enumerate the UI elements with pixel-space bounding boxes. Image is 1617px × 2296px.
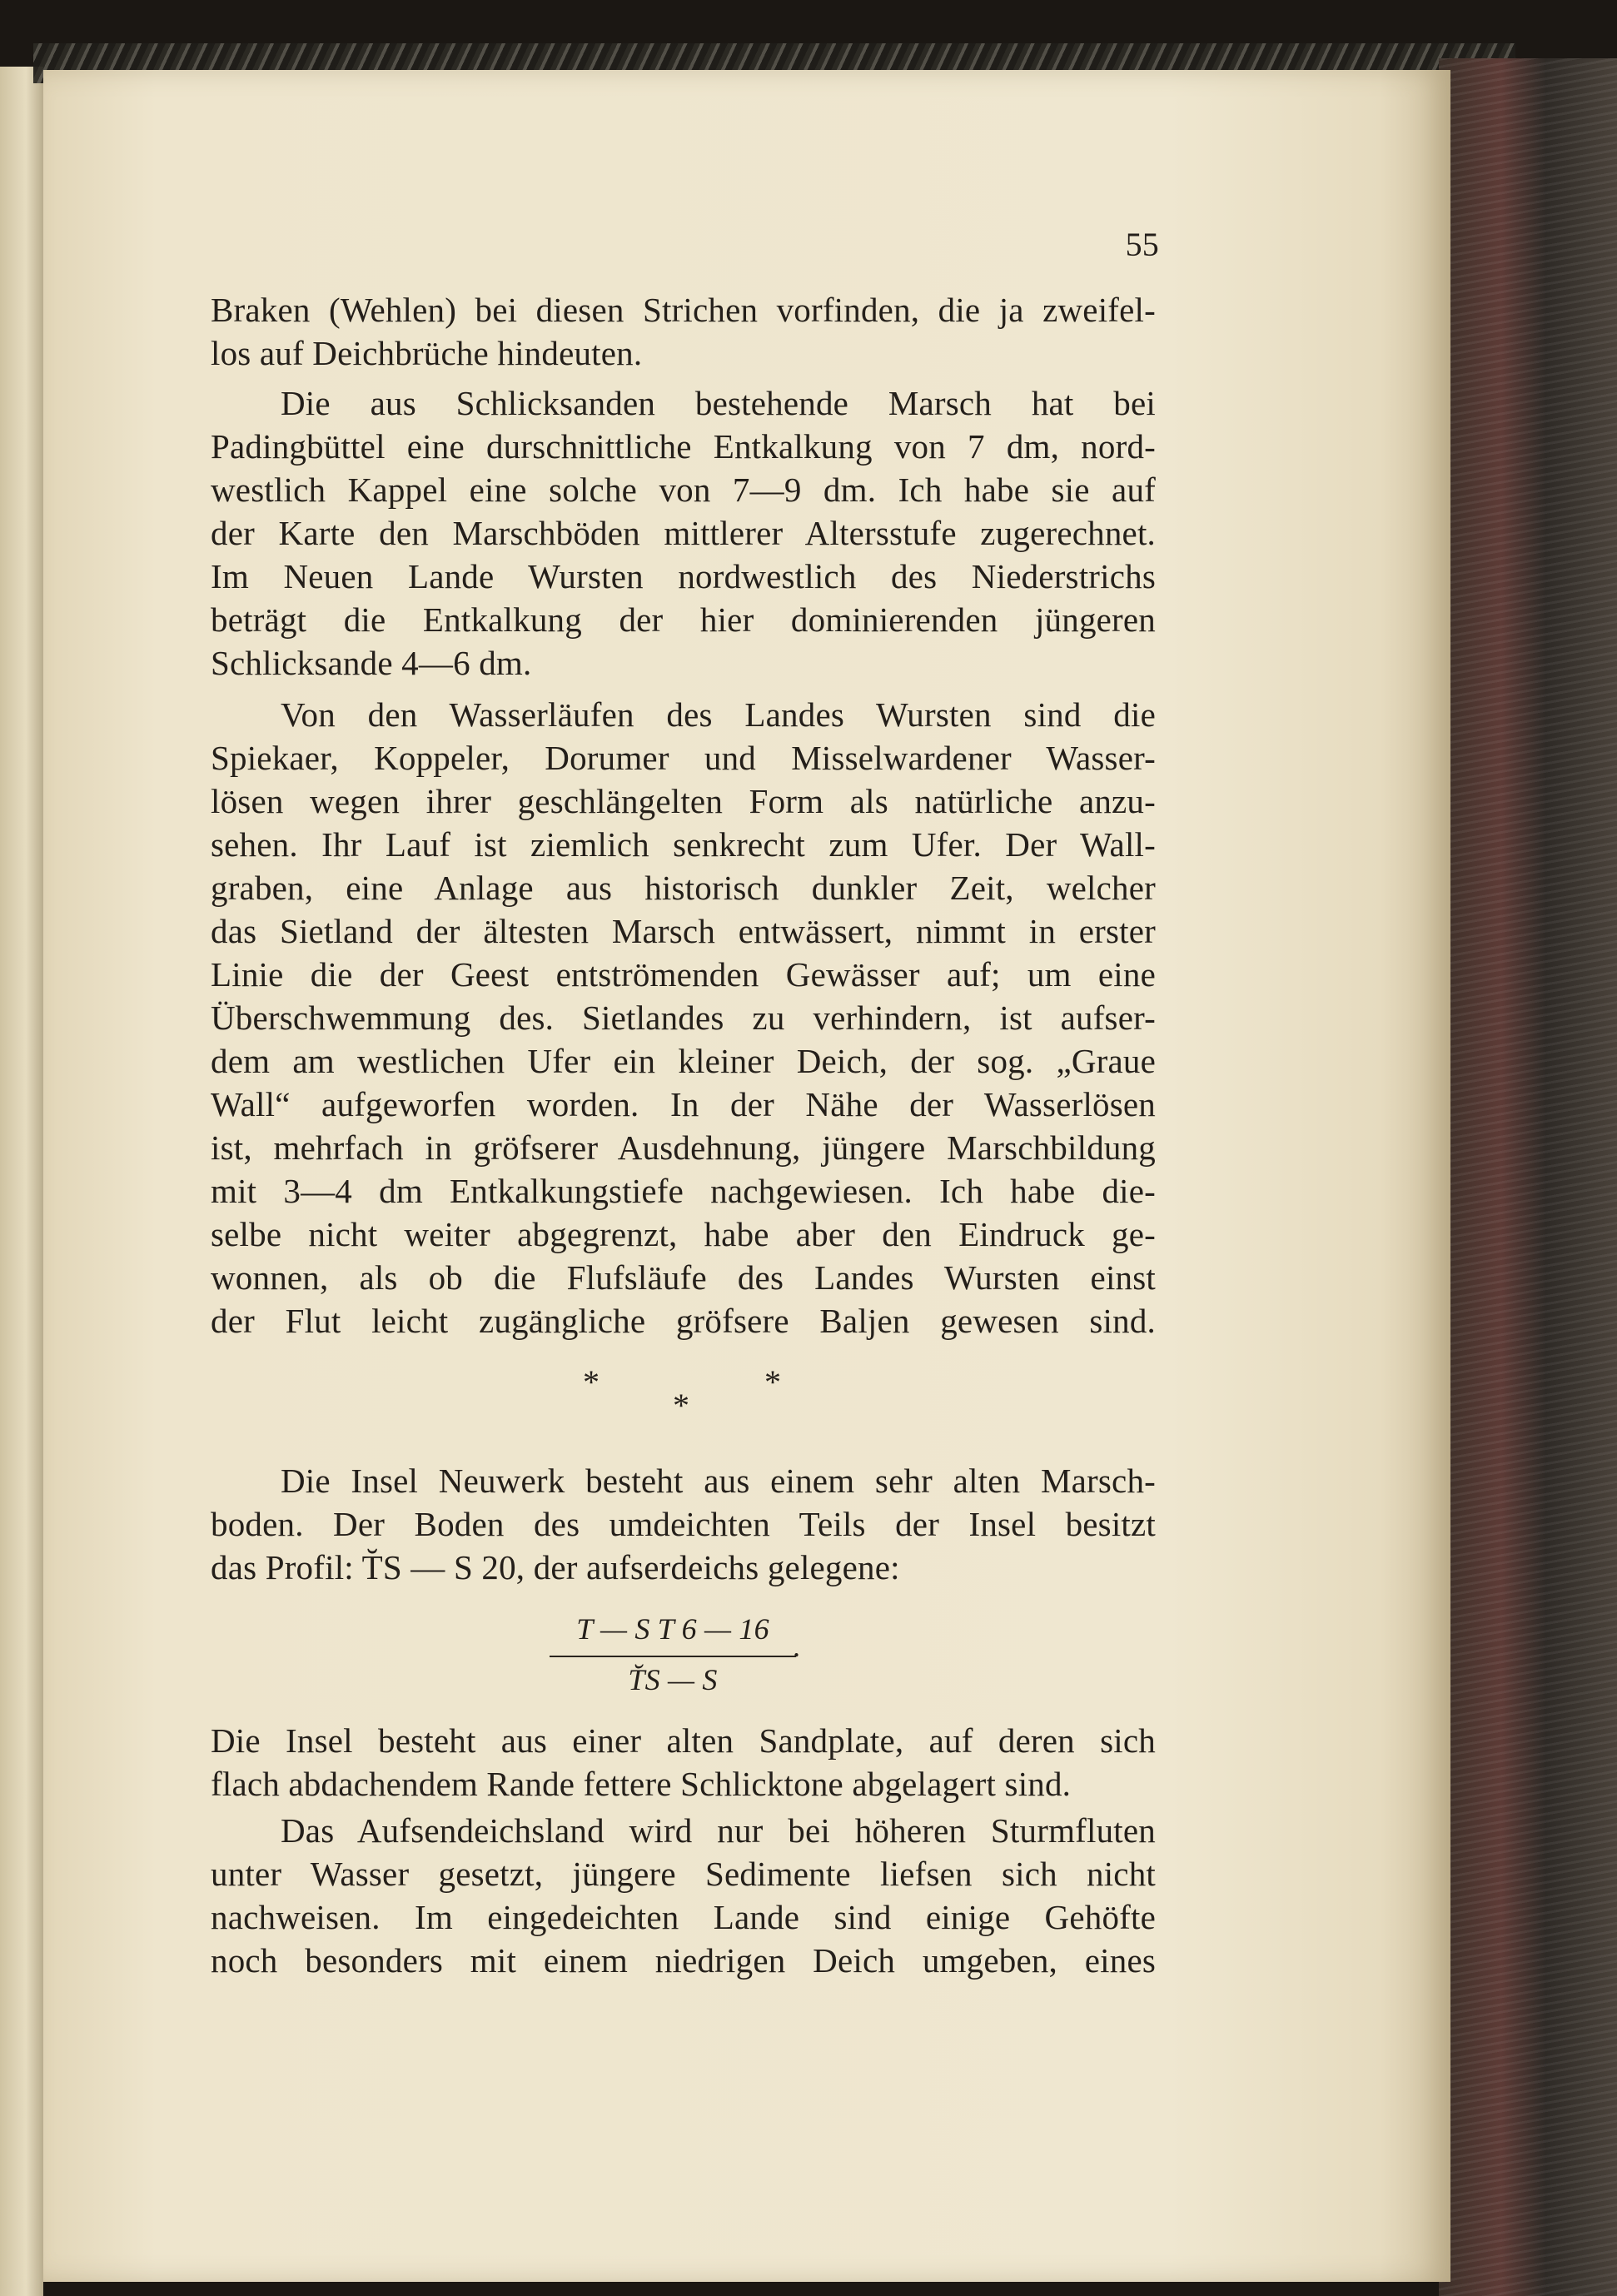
formula-terminal: . [793,1630,801,1663]
formula-denominator: T̆S — S [628,1663,718,1696]
text-line: flach abdachendem Rande fettere Schlicktone abgelagert sind. [211,1765,1072,1803]
text-line: unter Wasser gesetzt, jüngere Sedimente liefsen sich nicht [211,1855,1156,1893]
formula-fraction-bar [550,1656,796,1657]
text-line: der Karte den Marschböden mittlerer Altersstufe zugerechnet. [211,514,1156,552]
text-line: der Flut leicht zugängliche gröfsere Baljen gewesen sind. [211,1302,1156,1340]
text-line: westlich Kappel eine solche von 7—9 dm. Ich habe sie auf [211,471,1156,509]
section-asterisk: * [583,1363,600,1401]
text-line: Padingbüttel eine durschnittliche Entkalkung von 7 dm, nord- [211,427,1156,466]
text-line: dem am westlichen Ufer ein kleiner Deich, der sog. „Graue [211,1042,1156,1080]
right-book-cover [1439,58,1617,2296]
text-line: Von den Wasserläufen des Landes Wursten sind die [281,695,1156,734]
text-line: Wall“ aufgeworfen worden. In der Nähe der Wasserlösen [211,1085,1156,1123]
text-line: Die Insel Neuwerk besteht aus einem sehr alten Marsch- [281,1462,1156,1500]
left-page-edge [0,67,43,2296]
text-line: Die aus Schlicksanden bestehende Marsch hat bei [281,384,1156,422]
text-line: Das Aufsendeichsland wird nur bei höheren Sturmfluten [281,1811,1156,1850]
text-line: Schlicksande 4—6 dm. [211,644,532,682]
text-line: das Profil: T̆S — S 20, der aufserdeichs gelegene: [211,1548,900,1586]
section-asterisk: * [673,1387,690,1424]
text-line: selbe nicht weiter abgegrenzt, habe aber den Eindruck ge- [211,1215,1156,1253]
text-line: Im Neuen Lande Wursten nordwestlich des Niederstrichs [211,557,1156,595]
text-line: Überschwemmung des. Sietlandes zu verhindern, ist aufser- [211,999,1156,1037]
text-line: Braken (Wehlen) bei diesen Strichen vorfinden, die ja zweifel- [211,291,1156,329]
text-line: graben, eine Anlage aus historisch dunkler Zeit, welcher [211,869,1156,907]
text-line: noch besonders mit einem niedrigen Deich umgeben, eines [211,1941,1156,1980]
text-line: lösen wegen ihrer geschlängelten Form als natürliche anzu- [211,782,1156,820]
section-asterisk: * [764,1363,782,1401]
text-line: das Sietland der ältesten Marsch entwässert, nimmt in erster [211,912,1156,950]
formula-numerator: T — S T 6 — 16 [576,1612,769,1646]
page-number: 55 [1125,226,1159,263]
text-line: nachweisen. Im eingedeichten Lande sind einige Gehöfte [211,1898,1156,1936]
text-line: Linie die der Geest entströmenden Gewässer auf; um eine [211,955,1156,994]
text-line: boden. Der Boden des umdeichten Teils der Insel besitzt [211,1505,1156,1543]
text-line: los auf Deichbrüche hindeuten. [211,334,643,372]
text-line: wonnen, als ob die Flufsläufe des Landes Wursten einst [211,1258,1156,1297]
text-line: sehen. Ihr Lauf ist ziemlich senkrecht zum Ufer. Der Wall- [211,825,1156,864]
text-line: Die Insel besteht aus einer alten Sandplate, auf deren sich [211,1721,1156,1760]
text-line: Spiekaer, Koppeler, Dorumer und Misselwardener Wasser- [211,739,1156,777]
text-line: ist, mehrfach in gröfserer Ausdehnung, jüngere Marschbildung [211,1128,1156,1167]
text-line: beträgt die Entkalkung der hier dominierenden jüngeren [211,600,1156,639]
text-line: mit 3—4 dm Entkalkungstiefe nachgewiesen. Ich habe die- [211,1172,1156,1210]
